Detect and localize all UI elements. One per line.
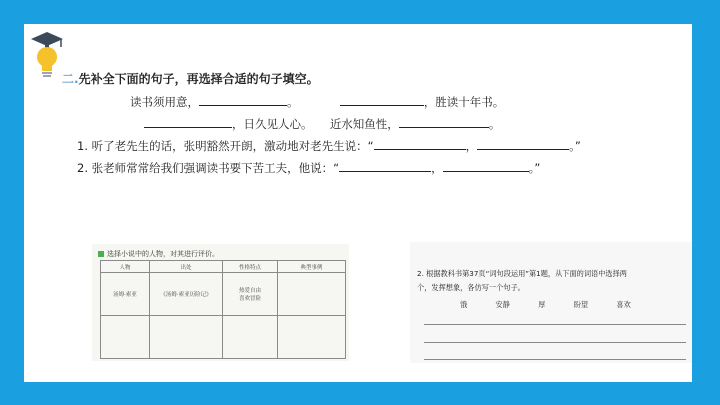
sentence-row-1: [130, 94, 504, 110]
table-row: [101, 316, 346, 359]
word-bank: [460, 300, 657, 310]
blank-line[interactable]: [374, 139, 466, 150]
phrase-text: ，日久见人心。: [232, 117, 313, 131]
punct-text: ，: [431, 161, 443, 175]
punct-text: 。”: [528, 161, 541, 175]
table-cell: 《汤姆·索亚历险记》: [150, 273, 223, 316]
punct-text: 。: [488, 117, 501, 131]
table-header: 性格特点: [223, 261, 278, 273]
instruction-text: 选择小说中的人物，对其进行评价。: [107, 250, 219, 258]
evaluation-table: [100, 260, 346, 359]
sentence-writing-sheet: [410, 242, 692, 363]
table-row: [101, 273, 346, 316]
blank-line[interactable]: [144, 117, 232, 128]
item-text: 2. 张老师常常给我们强调读书要下苦工夫，他说：“: [77, 161, 340, 175]
sheet-instruction-line-1: 2. 根据教科书第37页“词句段运用”第1题，从下面的词语中选择两: [417, 269, 627, 278]
blank-line[interactable]: [443, 161, 529, 172]
writing-line[interactable]: [424, 342, 686, 343]
question-title: [62, 70, 319, 87]
blank-line[interactable]: [399, 117, 489, 128]
word-item: 喜欢: [616, 300, 631, 309]
table-cell[interactable]: [278, 316, 346, 359]
table-cell[interactable]: [101, 316, 150, 359]
writing-line[interactable]: [424, 359, 686, 360]
fill-item-1: [77, 138, 581, 154]
table-header-row: [101, 261, 346, 273]
phrase-text: 读书须用意，: [130, 95, 199, 109]
punct-text: 。”: [569, 139, 581, 153]
sheet-instruction: [98, 249, 219, 259]
table-cell[interactable]: [150, 316, 223, 359]
punct-text: 。: [287, 95, 299, 109]
blank-line[interactable]: [477, 139, 569, 150]
sentence-row-2: [144, 116, 500, 132]
punct-text: ，: [465, 139, 478, 153]
fill-item-2: [77, 160, 540, 176]
phrase-text: 近水知鱼性，: [329, 117, 399, 131]
character-evaluation-sheet: [92, 244, 349, 361]
lightbulb-graduation-cap-icon: [30, 30, 64, 82]
content-card: [24, 24, 692, 382]
blank-line[interactable]: [339, 161, 431, 172]
table-header: 出处: [150, 261, 223, 273]
phrase-text: ，胜读十年书。: [423, 95, 505, 109]
question-instruction: 先补全下面的句子，再选择合适的句子填空。: [78, 72, 319, 86]
table-cell: 汤姆·索亚: [101, 273, 150, 316]
item-text: 1. 听了老先生的话，张明豁然开朗，激动地对老先生说：“: [77, 139, 374, 153]
word-item: 安静: [495, 300, 510, 309]
table-cell[interactable]: [278, 273, 346, 316]
table-cell: 热爱自由 喜欢冒险: [223, 273, 278, 316]
table-cell[interactable]: [223, 316, 278, 359]
word-item: 饿: [460, 300, 468, 309]
word-item: 盼望: [573, 300, 589, 309]
blank-line[interactable]: [340, 95, 424, 106]
blank-line[interactable]: [199, 95, 287, 106]
writing-line[interactable]: [424, 324, 686, 325]
section-marker-icon: [98, 251, 104, 257]
table-header: 人物: [101, 261, 150, 273]
table-header: 典型事例: [278, 261, 346, 273]
sheet-instruction-line-2: 个，发挥想象，各仿写一个句子。: [417, 283, 525, 292]
word-item: 厚: [538, 300, 546, 309]
question-number: 二.: [62, 72, 79, 86]
